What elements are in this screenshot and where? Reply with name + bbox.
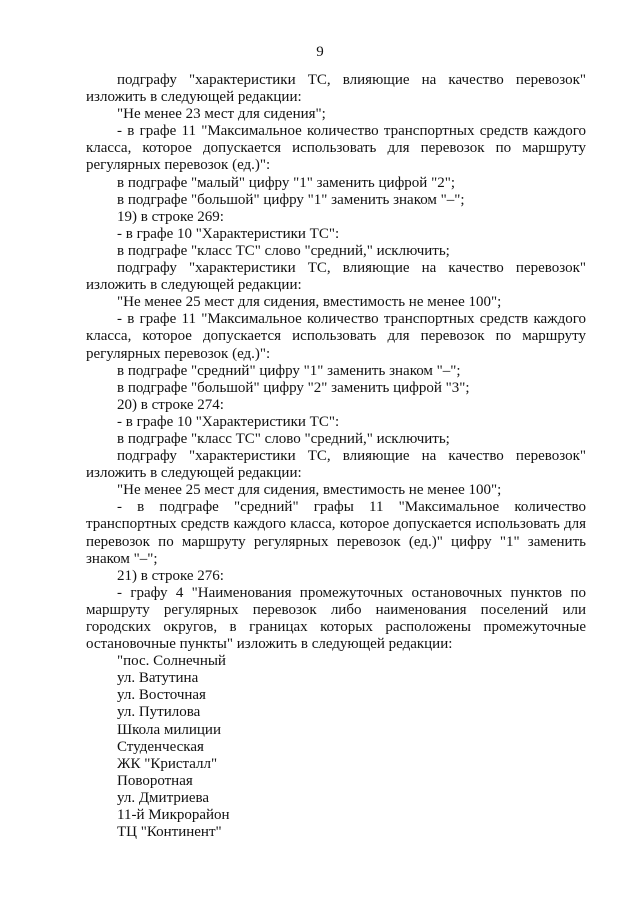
stop-list-item: ул. Дмитриева: [117, 789, 210, 806]
body-paragraph: в подграфе "большой" цифру "1" заменить знаком "–";: [117, 191, 465, 208]
body-paragraph: подграфу "характеристики ТС, влияющие на качество перевозок" изложить в следующей редакции:: [86, 72, 586, 106]
body-paragraph: 19) в строке 269:: [117, 208, 224, 225]
body-paragraph: в подграфе "малый" цифру "1" заменить цифрой "2";: [117, 174, 455, 191]
stop-list-item: ул. Восточная: [117, 687, 206, 704]
body-paragraph: "Не менее 25 мест для сидения, вместимость не менее 100";: [117, 482, 502, 499]
body-paragraph: в подграфе "большой" цифру "2" заменить цифрой "3";: [117, 379, 470, 396]
stop-list-item: 11-й Микрорайон: [117, 807, 230, 824]
body-paragraph: - в графе 10 "Характеристики ТС":: [117, 225, 340, 242]
body-paragraph: "Не менее 23 мест для сидения";: [117, 106, 326, 123]
stop-list-item: ТЦ "Континент": [117, 824, 222, 841]
body-paragraph: - в графе 11 "Максимальное количество транспортных средств каждого класса, которое допускается использовать для перевозок по маршруту регулярных перевозок (ед.)":: [86, 311, 586, 362]
page-number: 9: [316, 44, 324, 60]
body-paragraph: подграфу "характеристики ТС, влияющие на качество перевозок" изложить в следующей редакции:: [86, 260, 586, 294]
body-paragraph: в подграфе "класс ТС" слово "средний," исключить;: [117, 430, 450, 447]
stop-list-item: Поворотная: [117, 772, 193, 789]
body-paragraph: "Не менее 25 мест для сидения, вместимость не менее 100";: [117, 294, 502, 311]
body-paragraph: - в графе 10 "Характеристики ТС":: [117, 413, 340, 430]
stop-list-item: "пос. Солнечный: [117, 653, 226, 670]
body-paragraph: подграфу "характеристики ТС, влияющие на качество перевозок" изложить в следующей редакции:: [86, 448, 586, 482]
stop-list-item: Студенческая: [117, 738, 204, 755]
body-paragraph: - графу 4 "Наименования промежуточных остановочных пунктов по маршруту регулярных перевозок либо наименования поселений или городских округов, в границах которых расположены промежуточные остановочные пункты" изложить в следующей редакции:: [86, 584, 586, 653]
body-paragraph: 20) в строке 274:: [117, 396, 224, 413]
body-paragraph: в подграфе "средний" цифру "1" заменить знаком "–";: [117, 362, 461, 379]
body-paragraph: в подграфе "класс ТС" слово "средний," исключить;: [117, 242, 450, 259]
body-paragraph: 21) в строке 276:: [117, 567, 224, 584]
stop-list-item: ул. Путилова: [117, 704, 201, 721]
document-body: [86, 72, 586, 841]
stop-list-item: ЖК "Кристалл": [117, 755, 218, 772]
body-paragraph: - в подграфе "средний" графы 11 "Максимальное количество транспортных средств каждого класса, которое допускается использовать для перевозок по маршруту регулярных перевозок (ед.)" цифру "1" заменить знаком "–";: [86, 499, 586, 567]
body-paragraph: - в графе 11 "Максимальное количество транспортных средств каждого класса, которое допускается использовать для перевозок по маршруту регулярных перевозок (ед.)":: [86, 123, 586, 174]
stop-list-item: ул. Ватутина: [117, 670, 199, 687]
stop-list-item: Школа милиции: [117, 721, 221, 738]
